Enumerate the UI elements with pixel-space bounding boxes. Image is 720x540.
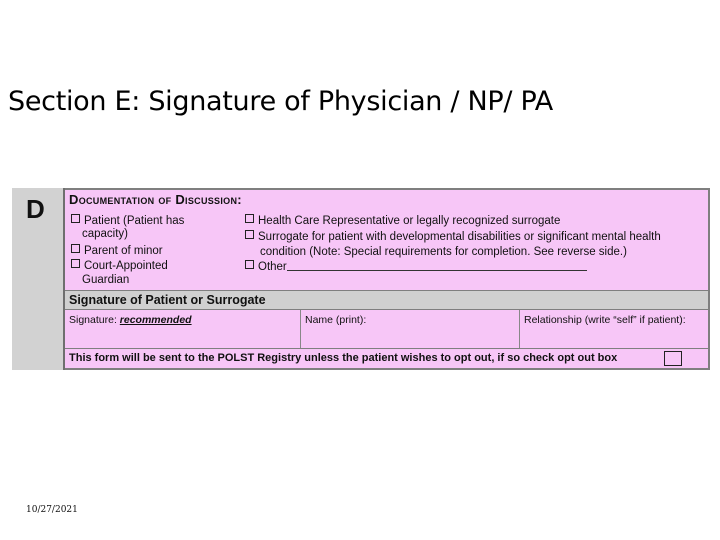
signature-field[interactable] — [65, 310, 301, 348]
checkbox-guardian[interactable] — [71, 259, 80, 268]
relationship-field[interactable] — [520, 310, 708, 348]
checkbox-representative[interactable] — [245, 214, 254, 223]
signature-row — [65, 310, 708, 348]
section-letter-cell — [12, 188, 65, 370]
option-patient-label: Patient (Patient has — [84, 215, 185, 227]
option-other-label: Other — [258, 261, 287, 273]
option-patient-cont: capacity) — [82, 228, 129, 240]
relationship-label: Relationship (write “self” if patient): — [524, 314, 686, 326]
registry-notice: This form will be sent to the POLST Registry unless the patient wishes to opt out, if so check opt out box — [69, 352, 618, 364]
opt-out-checkbox[interactable] — [664, 351, 682, 366]
option-surrogate-label: Surrogate for patient with developmental disabilities or significant mental health — [258, 231, 661, 243]
signature-recommended: recommended — [119, 314, 192, 326]
option-parent-label: Parent of minor — [84, 245, 163, 257]
option-surrogate-cont: condition (Note: Special requirements for completion. See reverse side.) — [260, 246, 627, 258]
option-patient[interactable] — [71, 214, 184, 228]
polst-form-section-d — [12, 188, 710, 370]
registry-notice-bar — [65, 349, 708, 368]
signature-heading: Signature of Patient or Surrogate — [69, 293, 266, 307]
option-other[interactable] — [245, 260, 587, 274]
checkbox-other[interactable] — [245, 260, 254, 269]
documentation-area — [65, 190, 708, 290]
checkbox-patient[interactable] — [71, 214, 80, 223]
option-surrogate[interactable] — [245, 230, 661, 244]
name-label: Name (print): — [305, 314, 367, 326]
option-representative-label: Health Care Representative or legally recognized surrogate — [258, 215, 561, 227]
signature-heading-bar — [65, 291, 708, 309]
footer-date: 10/27/2021 — [26, 505, 78, 515]
checkbox-parent[interactable] — [71, 244, 80, 253]
checkbox-surrogate[interactable] — [245, 230, 254, 239]
option-parent[interactable] — [71, 244, 163, 258]
documentation-heading: Documentation of Discussion: — [69, 192, 242, 207]
option-representative[interactable] — [245, 214, 560, 228]
name-field[interactable] — [301, 310, 520, 348]
option-guardian-cont: Guardian — [82, 274, 130, 286]
signature-label: Signature: — [69, 314, 117, 326]
section-letter: D — [26, 194, 45, 224]
other-line[interactable] — [287, 260, 587, 271]
slide-title: Section E: Signature of Physician / NP/ PA — [8, 86, 553, 117]
option-guardian-label: Court-Appointed — [84, 260, 168, 272]
option-guardian[interactable] — [71, 259, 168, 273]
